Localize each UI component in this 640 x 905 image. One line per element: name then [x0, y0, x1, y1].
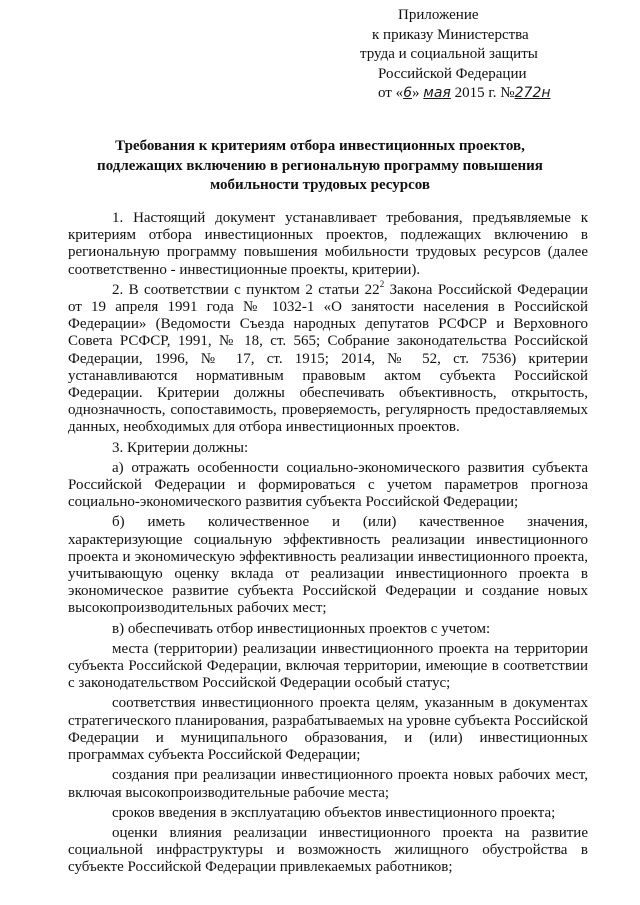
article-superscript: 2 — [379, 278, 385, 289]
title-line-3: мобильности трудовых ресурсов — [210, 177, 430, 193]
paragraph-2-rest: Закона Российской Федерации от 19 апреля 1991 года № 1032-1 «О занятости населения в Российской Федерации» (Ведомости Съезда народных депутатов РСФСР и Верховного Совета РСФСР, 1991, № 18, ст. 565; Собрание законодательства Российской Федерации, 1996, № 17, ст. 1915; 2014, № 52, ст. 7536) критерии устанавливаются нормативным правовым актом субъекта Российской Федерации. Критерии должны обеспечивать объективность, открытость, однозначность, сопоставимость, проверяемость, регулярность предоставляемых данных, необходимых для отбора инвестиционных проектов. — [68, 281, 588, 436]
appendix-date-line — [360, 84, 620, 104]
date-year: 2015 г. № — [450, 85, 515, 101]
paragraph-2 — [68, 278, 588, 437]
paragraph-2-lead: 2. В соответствии с пунктом 2 статьи 22 — [112, 281, 380, 298]
handwritten-day: 6 — [403, 85, 413, 101]
appendix-federation: Российской Федерации — [378, 65, 527, 82]
title-line-2: подлежащих включению в региональную программу повышения — [97, 157, 543, 174]
title-line-1: Требования к критериям отбора инвестиционных проектов, — [115, 138, 525, 154]
criterion-strategy: соответствия инвестиционного проекта целям, указанным в документах стратегического планирования, разрабатываемых на уровне субъекта Российской Федерации и муниципального образования, и (или) инвестиционных программах субъекта Российской Федерации; — [68, 695, 588, 764]
paragraph-3b: б) иметь количественное и (или) качественное значения, характеризующие социальную эффективность реализации инвестиционного проекта и экономическую эффективность реализации инвестиционного проекта, учитывающую оценку вклада от реализации инвестиционного проекта в экономическое развитие субъекта Российской Федерации и создание новых высокопроизводительных рабочих мест; — [68, 514, 588, 617]
date-prefix: от « — [378, 85, 404, 101]
paragraph-3: 3. Критерии должны: — [112, 439, 249, 456]
appendix-label: Приложение — [398, 7, 479, 23]
appendix-header — [360, 6, 620, 104]
paragraph-3c: в) обеспечивать отбор инвестиционных проектов с учетом: — [112, 620, 491, 637]
handwritten-month: мая — [423, 85, 451, 101]
date-mid: » — [412, 85, 424, 101]
criterion-location: места (территории) реализации инвестиционного проекта на территории субъекта Российской Федерации, включая территории, имеющие в соответствии с законодательством Российской Федерации особый статус; — [68, 640, 588, 692]
appendix-order-ref: к приказу Министерства — [372, 26, 529, 43]
handwritten-order-number: 272н — [514, 85, 551, 101]
appendix-ministry: труда и социальной защиты — [360, 46, 538, 62]
criterion-social-infrastructure: оценки влияния реализации инвестиционного проекта на развитие социальной инфраструктуры и возможность жилищного обустройства в субъекте Российской Федерации привлекаемых работников; — [68, 824, 588, 876]
criterion-timelines: сроков введения в эксплуатацию объектов инвестиционного проекта; — [112, 804, 556, 821]
criterion-jobs: создания при реализации инвестиционного проекта новых рабочих мест, включая высокопроизводительные рабочие места; — [68, 767, 588, 801]
paragraph-1: 1. Настоящий документ устанавливает требования, предъявляемые к критериям отбора инвестиционных проектов, подлежащих включению в региональную программу повышения мобильности трудовых ресурсов (далее соответственно - инвестиционные проекты, критерии). — [68, 210, 588, 278]
paragraph-3a: а) отражать особенности социально-экономического развития субъекта Российской Федерации и формироваться с учетом параметров прогноза социально-экономического развития субъекта Российской Федерации; — [68, 459, 588, 511]
document-body — [68, 210, 588, 877]
document-title — [80, 137, 560, 196]
